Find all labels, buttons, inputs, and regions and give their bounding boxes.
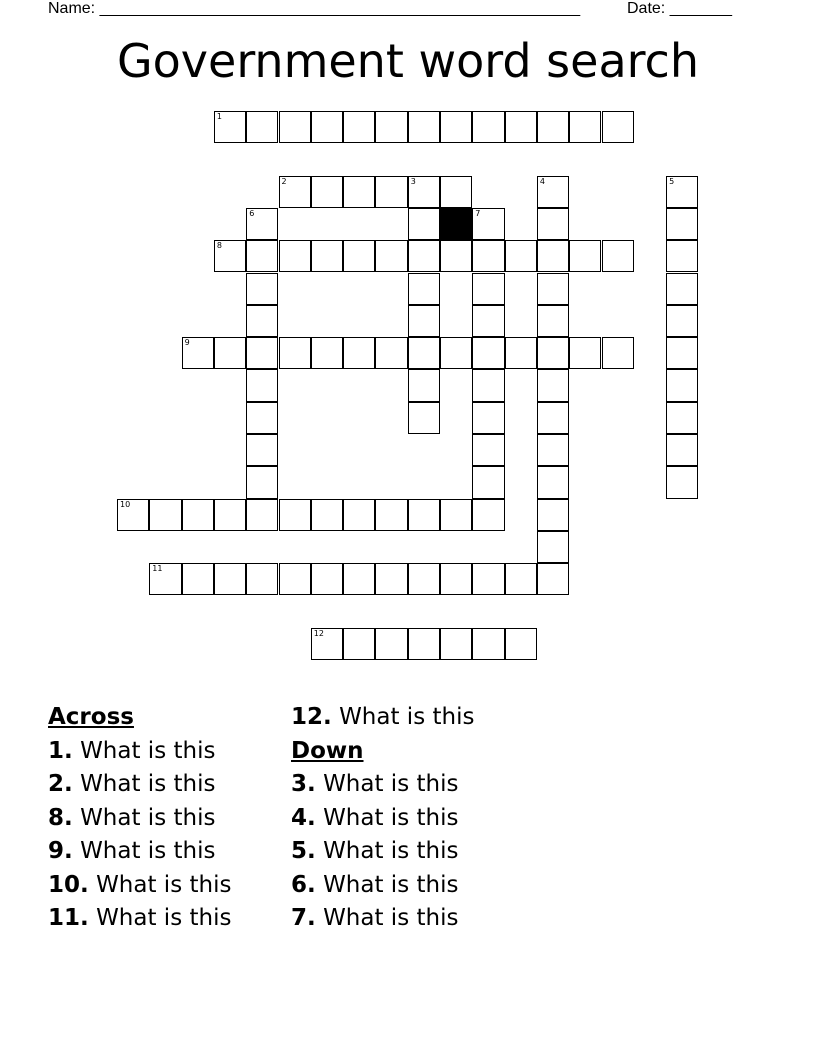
grid-cell[interactable]	[472, 337, 504, 369]
grid-cell[interactable]	[214, 499, 246, 531]
grid-cell[interactable]	[311, 240, 343, 272]
grid-cell[interactable]	[408, 369, 440, 401]
grid-cell[interactable]	[472, 208, 504, 240]
date-field[interactable]: Date: _______	[627, 0, 732, 17]
grid-cell[interactable]	[569, 240, 601, 272]
grid-cell[interactable]	[375, 563, 407, 595]
grid-cell[interactable]	[343, 628, 375, 660]
grid-cell[interactable]	[472, 402, 504, 434]
grid-cell[interactable]	[279, 499, 311, 531]
grid-cell[interactable]	[505, 563, 537, 595]
grid-cell[interactable]	[311, 499, 343, 531]
cell-number: 8	[216, 241, 222, 251]
grid-cell[interactable]	[440, 628, 472, 660]
grid-cell[interactable]	[279, 240, 311, 272]
grid-cell[interactable]	[505, 628, 537, 660]
cell-number: 5	[669, 176, 675, 186]
grid-cell[interactable]	[505, 240, 537, 272]
grid-cell[interactable]	[440, 563, 472, 595]
grid-cell[interactable]	[279, 337, 311, 369]
grid-cell[interactable]	[279, 176, 311, 208]
grid-cell[interactable]	[666, 337, 698, 369]
grid-cell[interactable]	[214, 563, 246, 595]
grid-cell[interactable]	[375, 628, 407, 660]
grid-cell[interactable]	[246, 563, 278, 595]
grid-cell[interactable]	[666, 466, 698, 498]
grid-cell[interactable]	[666, 208, 698, 240]
grid-cell[interactable]	[246, 337, 278, 369]
clue-across-11: 11. What is this	[48, 905, 232, 931]
grid-cell[interactable]	[246, 466, 278, 498]
grid-cell[interactable]	[537, 434, 569, 466]
grid-cell[interactable]	[440, 240, 472, 272]
grid-cell[interactable]	[408, 628, 440, 660]
grid-cell[interactable]	[311, 628, 343, 660]
grid-cell[interactable]	[311, 337, 343, 369]
grid-cell[interactable]	[246, 499, 278, 531]
clue-across-8: 8. What is this	[48, 804, 216, 831]
page-title: Government word search	[117, 34, 699, 88]
cell-number: 2	[281, 176, 287, 186]
clue-across-2: 2. What is this	[48, 771, 216, 797]
grid-cell[interactable]	[602, 111, 634, 143]
grid-cell[interactable]	[472, 563, 504, 595]
grid-cell[interactable]	[182, 337, 214, 369]
grid-cell[interactable]	[408, 499, 440, 531]
grid-cell[interactable]	[375, 176, 407, 208]
black-cell	[440, 208, 472, 240]
grid-cell[interactable]	[214, 240, 246, 272]
grid-cell[interactable]	[408, 111, 440, 143]
grid-cell[interactable]	[440, 111, 472, 143]
name-field[interactable]: Name: ______________________________________________________	[48, 0, 581, 17]
clues-column-right	[291, 701, 474, 936]
grid-cell[interactable]	[602, 337, 634, 369]
grid-cell[interactable]	[246, 305, 278, 337]
clue-down-3: 3. What is this	[291, 771, 459, 797]
grid-cell[interactable]	[214, 337, 246, 369]
grid-cell[interactable]	[472, 369, 504, 401]
cell-number: 4	[539, 176, 545, 186]
across-heading: Across	[48, 704, 134, 730]
grid-cell[interactable]	[149, 563, 181, 595]
grid-cell[interactable]	[375, 499, 407, 531]
grid-cell[interactable]	[666, 369, 698, 401]
grid-cell[interactable]	[149, 499, 181, 531]
clue-across-9: 9. What is this	[48, 838, 216, 864]
grid-cell[interactable]	[537, 208, 569, 240]
cell-number: 10	[120, 499, 131, 509]
grid-cell[interactable]	[408, 208, 440, 240]
grid-cell[interactable]	[311, 563, 343, 595]
clues-column-left	[48, 701, 231, 936]
grid-cell[interactable]	[472, 273, 504, 305]
clue-down-6: 6. What is this	[291, 871, 459, 898]
grid-cell[interactable]	[472, 628, 504, 660]
grid-cell[interactable]	[472, 434, 504, 466]
cell-number: 6	[249, 208, 255, 218]
grid-cell[interactable]	[343, 499, 375, 531]
grid-cell[interactable]	[246, 402, 278, 434]
grid-cell[interactable]	[472, 466, 504, 498]
grid-cell[interactable]	[246, 208, 278, 240]
grid-cell[interactable]	[408, 305, 440, 337]
grid-cell[interactable]	[537, 240, 569, 272]
grid-cell[interactable]	[246, 240, 278, 272]
grid-cell[interactable]	[537, 273, 569, 305]
grid-cell[interactable]	[343, 563, 375, 595]
cell-number: 3	[410, 176, 416, 186]
cell-number: 11	[152, 564, 163, 574]
grid-cell[interactable]	[182, 563, 214, 595]
grid-cell[interactable]	[117, 499, 149, 531]
grid-cell[interactable]	[569, 337, 601, 369]
cell-number: 7	[475, 208, 481, 218]
grid-cell[interactable]	[246, 369, 278, 401]
grid-cell[interactable]	[311, 176, 343, 208]
grid-cell[interactable]	[472, 499, 504, 531]
grid-cell[interactable]	[537, 499, 569, 531]
grid-cell[interactable]	[505, 111, 537, 143]
grid-cell[interactable]	[537, 111, 569, 143]
grid-cell[interactable]	[375, 111, 407, 143]
cell-number: 9	[184, 338, 190, 348]
grid-cell[interactable]	[343, 240, 375, 272]
grid-cell[interactable]	[343, 337, 375, 369]
grid-cell[interactable]	[537, 176, 569, 208]
grid-cell[interactable]	[408, 402, 440, 434]
grid-cell[interactable]	[182, 499, 214, 531]
grid-cell[interactable]	[537, 337, 569, 369]
grid-cell[interactable]	[246, 434, 278, 466]
grid-cell[interactable]	[666, 240, 698, 272]
clue-down-4: 4. What is this	[291, 804, 459, 831]
grid-cell[interactable]	[537, 402, 569, 434]
grid-cell[interactable]	[666, 434, 698, 466]
grid-cell[interactable]	[537, 466, 569, 498]
grid-cell[interactable]	[408, 176, 440, 208]
grid-cell[interactable]	[214, 111, 246, 143]
grid-cell[interactable]	[472, 305, 504, 337]
grid-cell[interactable]	[666, 176, 698, 208]
grid-cell[interactable]	[279, 563, 311, 595]
grid-cell[interactable]	[537, 369, 569, 401]
grid-cell[interactable]	[408, 563, 440, 595]
grid-cell[interactable]	[343, 176, 375, 208]
clue-across-10: 10. What is this	[48, 871, 232, 898]
grid-cell[interactable]	[440, 176, 472, 208]
grid-cell[interactable]	[602, 240, 634, 272]
grid-cell[interactable]	[311, 111, 343, 143]
grid-cell[interactable]	[375, 240, 407, 272]
grid-cell[interactable]	[440, 337, 472, 369]
grid-cell[interactable]	[537, 563, 569, 595]
clue-down-7: 7. What is this	[291, 905, 459, 931]
grid-cell[interactable]	[375, 337, 407, 369]
grid-cell[interactable]	[666, 402, 698, 434]
grid-cell[interactable]	[246, 273, 278, 305]
clue-across-12: 12. What is this	[291, 704, 475, 730]
grid-cell[interactable]	[246, 111, 278, 143]
grid-cell[interactable]	[505, 337, 537, 369]
grid-cell[interactable]	[472, 111, 504, 143]
clue-down-5: 5. What is this	[291, 838, 459, 864]
grid-cell[interactable]	[666, 273, 698, 305]
grid-cell[interactable]	[408, 240, 440, 272]
clue-across-1: 1. What is this	[48, 737, 216, 764]
grid-cell[interactable]	[472, 240, 504, 272]
down-heading: Down	[291, 737, 364, 764]
grid-cell[interactable]	[279, 111, 311, 143]
grid-cell[interactable]	[666, 305, 698, 337]
grid-cell[interactable]	[569, 111, 601, 143]
grid-cell[interactable]	[343, 111, 375, 143]
grid-cell[interactable]	[408, 273, 440, 305]
grid-cell[interactable]	[537, 305, 569, 337]
grid-cell[interactable]	[408, 337, 440, 369]
grid-cell[interactable]	[537, 531, 569, 563]
cell-number: 12	[313, 628, 324, 638]
cell-number: 1	[216, 112, 222, 121]
grid-cell[interactable]	[440, 499, 472, 531]
